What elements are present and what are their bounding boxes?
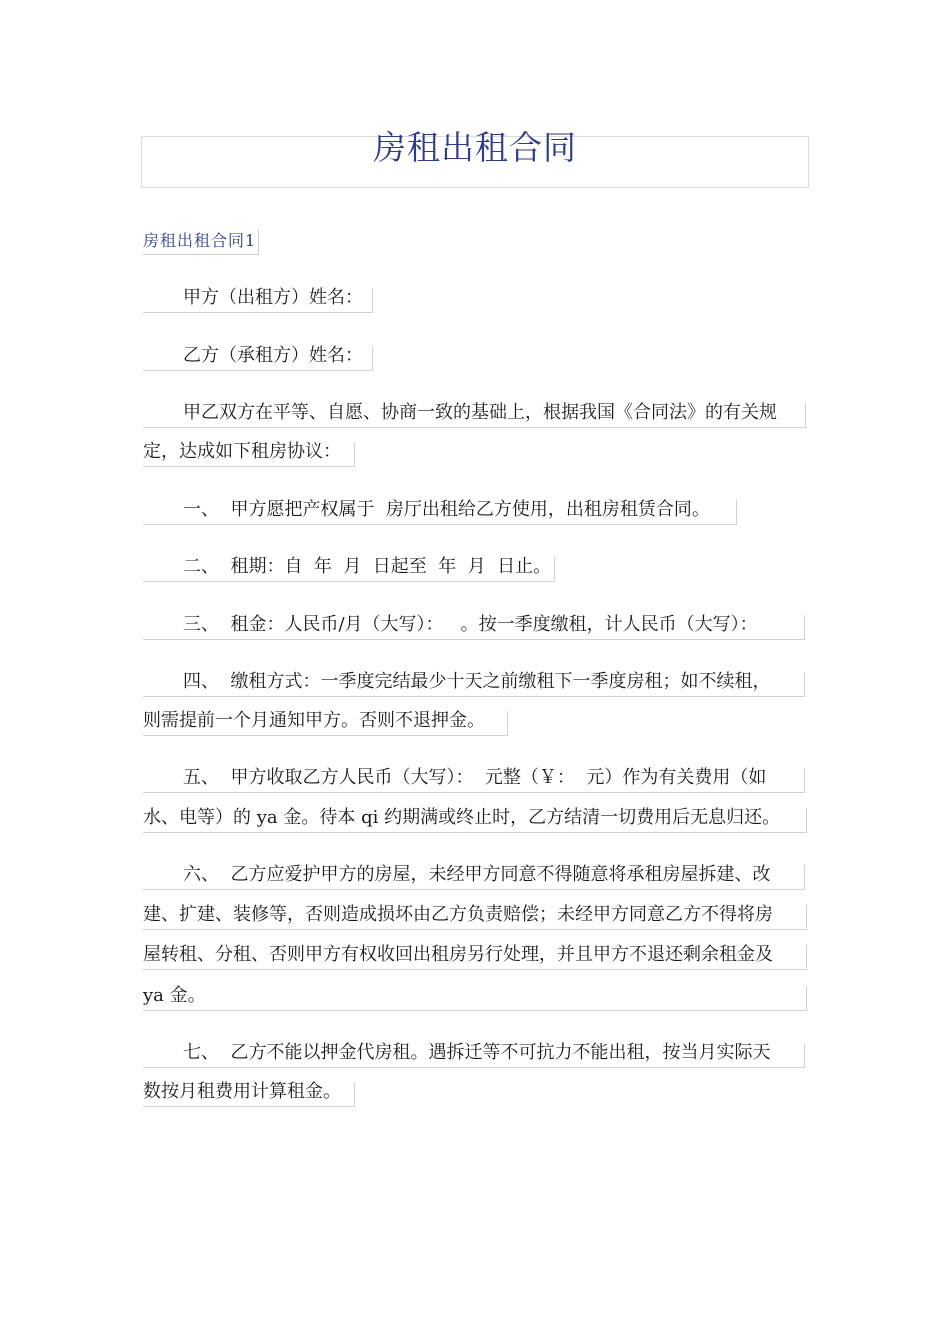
line: 三、 租金：人民币/月（大写）： 。按一季度缴租，计人民币（大写）：	[183, 614, 758, 635]
line: 四、 缴租方式：一季度完结最少十天之前缴租下一季度房租；如不续租，	[183, 671, 771, 692]
clause-3	[143, 615, 805, 640]
clause-5-line-1	[143, 768, 805, 793]
clause-6-line-1	[143, 865, 805, 890]
paragraph-preamble-line-2	[143, 442, 355, 467]
line: 乙方（承租方）姓名：	[183, 345, 363, 366]
line: 则需提前一个月通知甲方。否则不退押金。	[143, 710, 485, 731]
line: 屋转租、分租、否则甲方有权收回出租房另行处理，并且甲方不退还剩余租金及	[143, 944, 773, 965]
line: 二、 租期：自 年 月 日起至 年 月 日止。	[183, 556, 552, 577]
clause-6-line-4	[143, 986, 807, 1011]
line: 六、 乙方应爱护甲方的房屋，未经甲方同意不得随意将承租房屋拆建、改	[183, 864, 771, 885]
clause-1	[143, 500, 737, 525]
clause-7-line-2	[143, 1082, 355, 1107]
line: 定，达成如下租房协议：	[143, 441, 341, 462]
clause-2	[143, 557, 555, 582]
document-title: 房租出租合同	[373, 128, 577, 167]
clause-4-line-1	[143, 672, 805, 697]
paragraph-party-a	[143, 288, 373, 313]
clause-6-line-3	[143, 945, 807, 970]
paragraph-party-b	[143, 346, 373, 371]
line: 水、电等）的 ya 金。待本 qi 约期满或终止时，乙方结清一切费用后无息归还。	[143, 807, 781, 828]
line: 甲方（出租方）姓名：	[183, 287, 363, 308]
clause-6-line-2	[143, 905, 807, 930]
line: 建、扩建、装修等，否则造成损坏由乙方负责赔偿；未经甲方同意乙方不得将房	[143, 904, 773, 925]
clause-4-line-2	[143, 711, 508, 736]
line: 五、 甲方收取乙方人民币（大写）： 元整（￥： 元）作为有关费用（如	[183, 767, 767, 788]
line: 一、 甲方愿把产权属于 房厅出租给乙方使用，出租房租赁合同。	[183, 499, 710, 520]
line: ya 金。	[143, 985, 206, 1006]
clause-5-line-2	[143, 808, 807, 833]
clause-7-line-1	[143, 1043, 805, 1068]
document-subtitle: 房租出租合同1	[143, 230, 259, 255]
paragraph-preamble-line-1	[143, 403, 806, 428]
line: 甲乙双方在平等、自愿、协商一致的基础上，根据我国《合同法》的有关规	[183, 402, 777, 423]
line: 数按月租费用计算租金。	[143, 1081, 341, 1102]
line: 七、 乙方不能以押金代房租。遇拆迁等不可抗力不能出租，按当月实际天	[183, 1042, 771, 1063]
